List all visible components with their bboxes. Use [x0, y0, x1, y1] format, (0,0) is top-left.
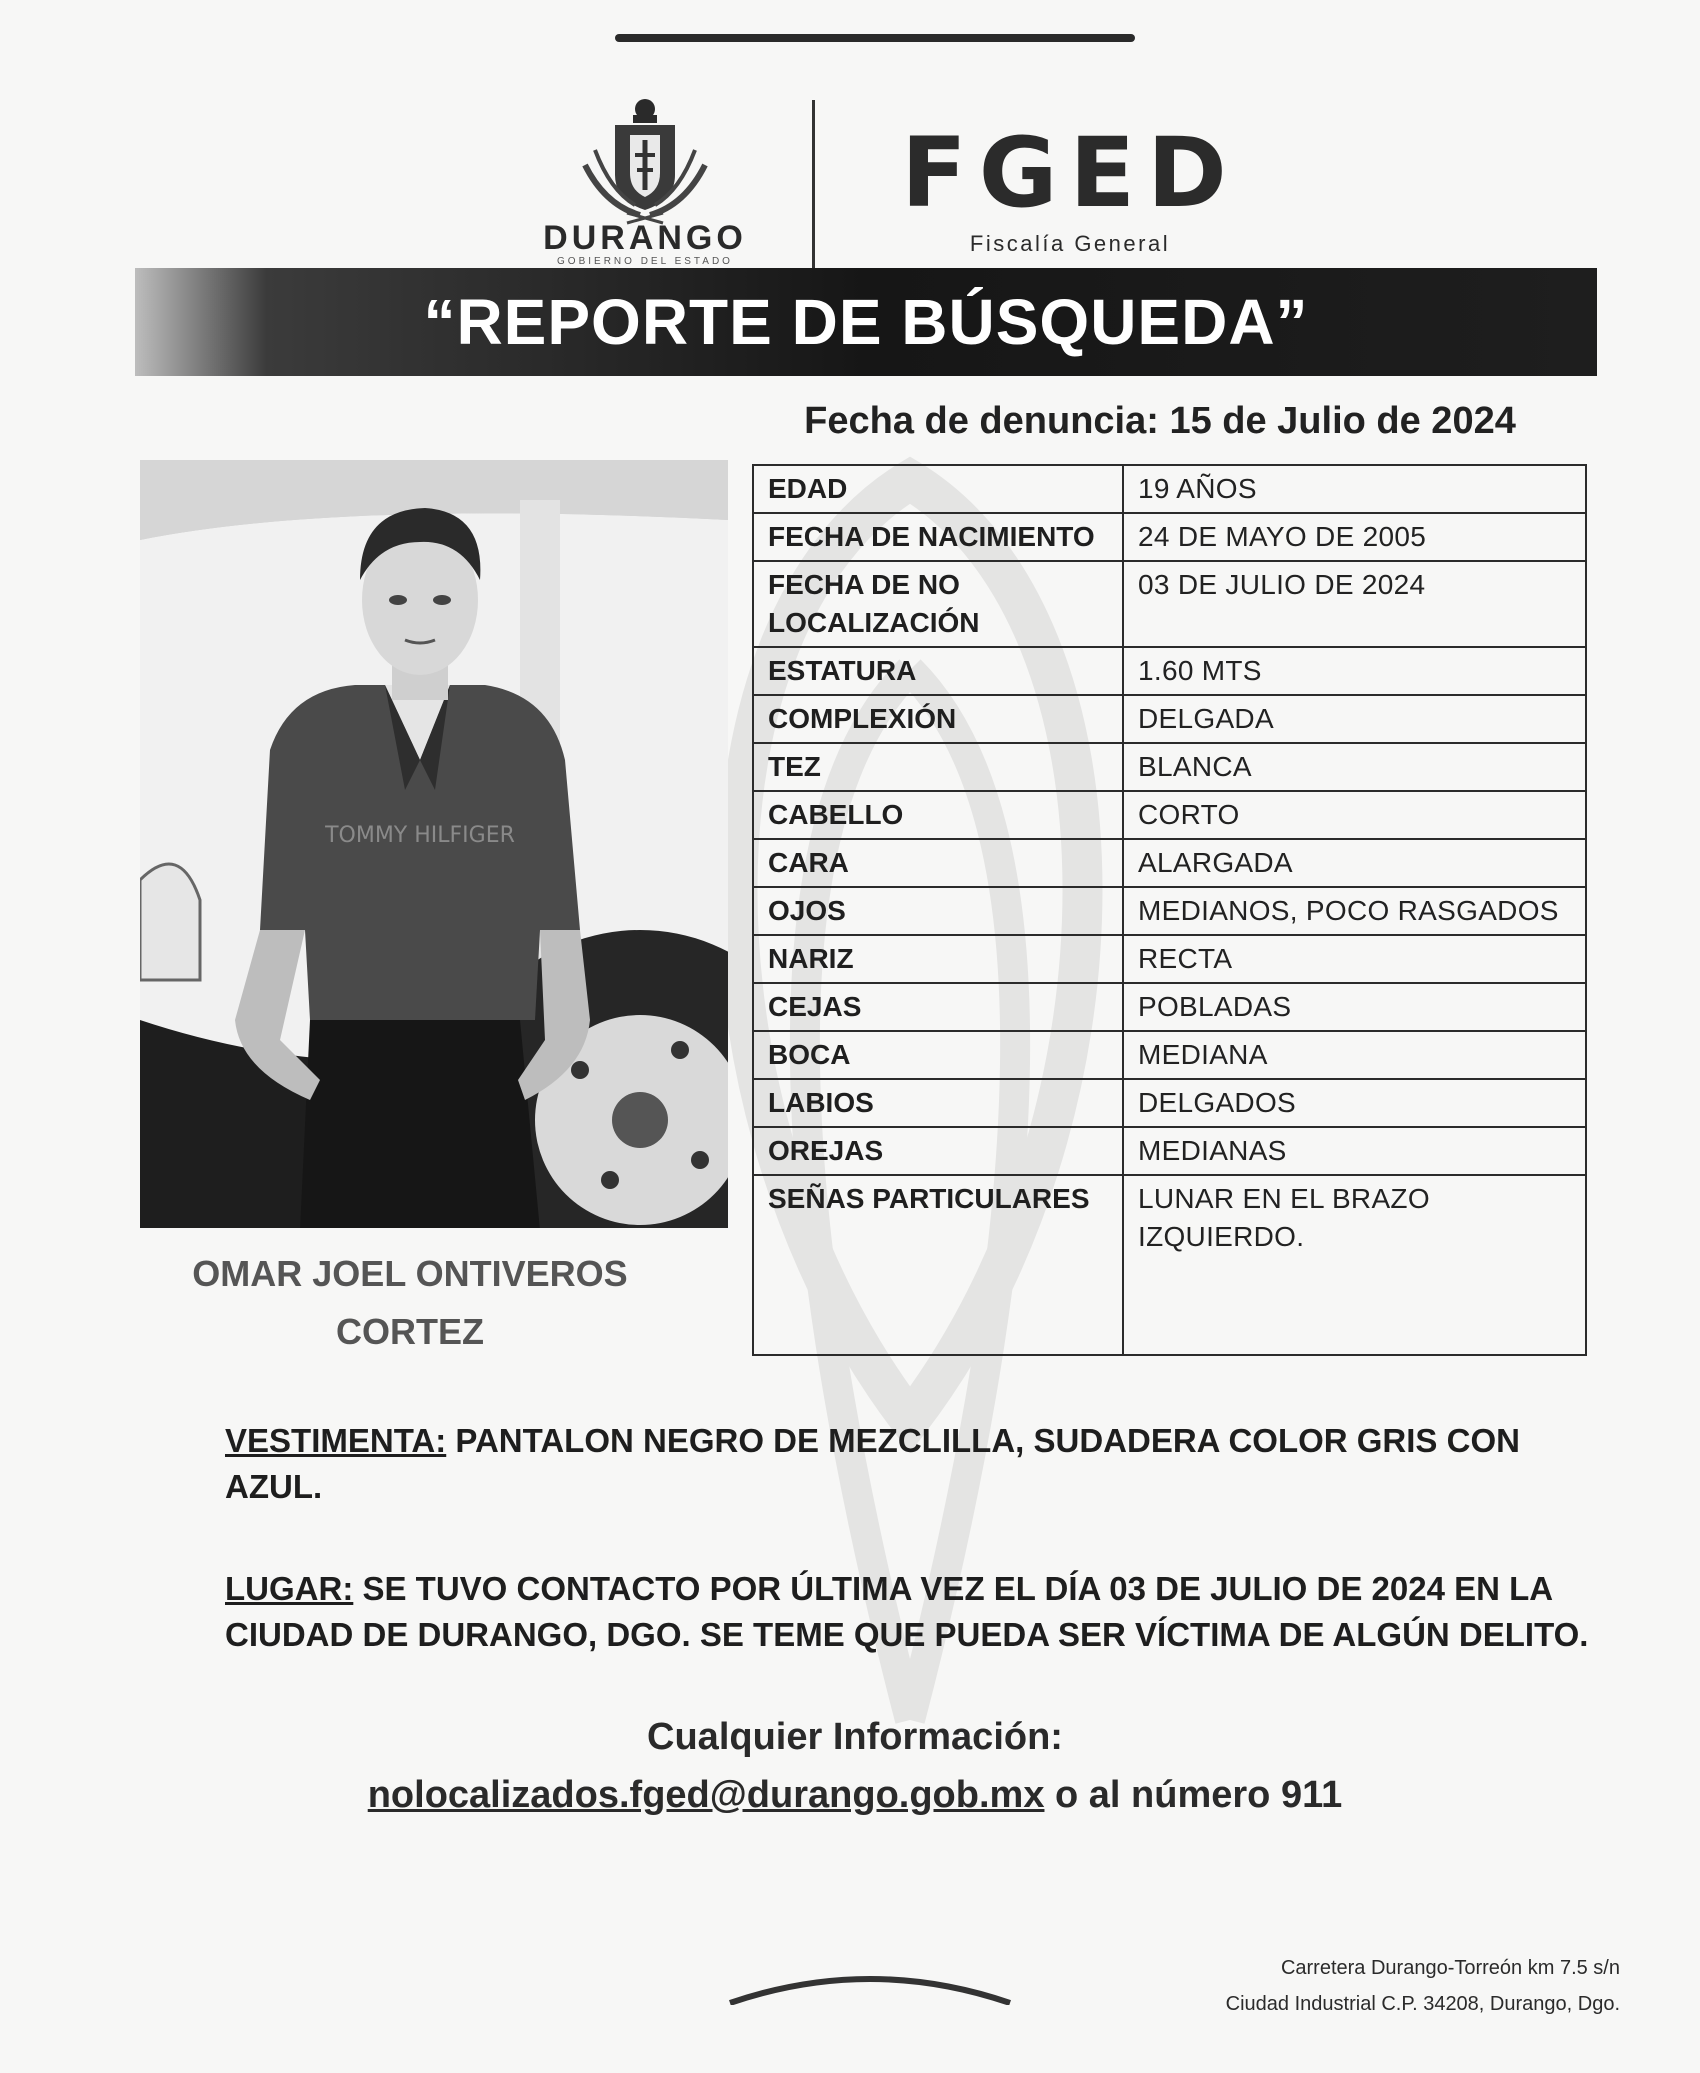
table-row [753, 935, 1586, 983]
table-row [753, 1127, 1586, 1175]
row-label: ESTATURA [753, 647, 1123, 695]
table-row [753, 513, 1586, 561]
row-value: LUNAR EN EL BRAZO IZQUIERDO. [1123, 1175, 1586, 1355]
row-value: MEDIANOS, POCO RASGADOS [1123, 887, 1586, 935]
row-label: OREJAS [753, 1127, 1123, 1175]
contact-phone-text: o al número 911 [1055, 1774, 1343, 1816]
shirt-print-text: TOMMY HILFIGER [325, 823, 515, 848]
row-label: COMPLEXIÓN [753, 695, 1123, 743]
table-row [753, 1031, 1586, 1079]
name-line-2: CORTEZ [336, 1311, 484, 1352]
table-row [753, 791, 1586, 839]
banner-title: “REPORTE DE BÚSQUEDA” [423, 286, 1309, 358]
name-line-1: OMAR JOEL ONTIVEROS [192, 1253, 628, 1294]
row-value: 19 AÑOS [1123, 465, 1586, 513]
table-row [753, 1079, 1586, 1127]
table-row [753, 887, 1586, 935]
location-text: SE TUVO CONTACTO POR ÚLTIMA VEZ EL DÍA 03 DE JULIO DE 2024 EN LA CIUDAD DE DURANGO, DGO. SE TEME QUE PUEDA SER VÍCTIMA DE ALGÚN DELITO. [225, 1570, 1589, 1653]
row-label: TEZ [753, 743, 1123, 791]
durango-subtitle: GOBIERNO DEL ESTADO [557, 256, 733, 267]
contact-heading: Cualquier Información: [647, 1716, 1063, 1758]
row-value: DELGADOS [1123, 1079, 1586, 1127]
missing-person-name [140, 1245, 680, 1361]
clothing-text: PANTALON NEGRO DE MEZCLILLA, SUDADERA COLOR GRIS CON AZUL. [225, 1422, 1520, 1505]
footer-address [1040, 1950, 1620, 2022]
contact-email-link[interactable]: nolocalizados.fged@durango.gob.mx [367, 1774, 1045, 1816]
address-line-2: Ciudad Industrial C.P. 34208, Durango, Dgo. [1225, 1993, 1620, 2015]
row-label: FECHA DE NACIMIENTO [753, 513, 1123, 561]
table-row [753, 465, 1586, 513]
row-label: CARA [753, 839, 1123, 887]
row-label: OJOS [753, 887, 1123, 935]
row-value: MEDIANA [1123, 1031, 1586, 1079]
title-banner [135, 268, 1597, 376]
table-row [753, 839, 1586, 887]
row-label: SEÑAS PARTICULARES [753, 1175, 1123, 1355]
row-label: CEJAS [753, 983, 1123, 1031]
table-row [753, 743, 1586, 791]
durango-wordmark: DURANGO [543, 219, 747, 257]
contact-info [330, 1708, 1380, 1824]
fged-line-1: Fiscalía General [969, 231, 1171, 256]
row-value: ALARGADA [1123, 839, 1586, 887]
row-value: MEDIANAS [1123, 1127, 1586, 1175]
row-label: BOCA [753, 1031, 1123, 1079]
clothing-label: VESTIMENTA: [225, 1422, 447, 1459]
table-row [753, 983, 1586, 1031]
clothing-paragraph [225, 1418, 1595, 1510]
location-label: LUGAR: [225, 1570, 354, 1607]
row-label: LABIOS [753, 1079, 1123, 1127]
table-row [753, 561, 1586, 647]
row-value: 03 DE JULIO DE 2024 [1123, 561, 1586, 647]
row-label: EDAD [753, 465, 1123, 513]
table-row [753, 647, 1586, 695]
row-value: RECTA [1123, 935, 1586, 983]
fged-acronym: FGED [901, 117, 1239, 229]
location-paragraph [225, 1566, 1595, 1658]
footer-emblem-arc [720, 1965, 1020, 2005]
durango-logo [475, 95, 815, 275]
report-date: Fecha de denuncia: 15 de Julio de 2024 [804, 400, 1516, 442]
person-photo [140, 460, 728, 1228]
row-value: POBLADAS [1123, 983, 1586, 1031]
row-value: 1.60 MTS [1123, 647, 1586, 695]
logo-divider [812, 100, 815, 270]
row-label: CABELLO [753, 791, 1123, 839]
row-value: DELGADA [1123, 695, 1586, 743]
description-table [752, 464, 1587, 1356]
row-label: NARIZ [753, 935, 1123, 983]
row-value: 24 DE MAYO DE 2005 [1123, 513, 1586, 561]
durango-shield-icon [575, 95, 715, 225]
row-label: FECHA DE NO LOCALIZACIÓN [753, 561, 1123, 647]
address-line-1: Carretera Durango-Torreón km 7.5 s/n [1280, 1957, 1620, 1979]
table-row [753, 695, 1586, 743]
row-value: CORTO [1123, 791, 1586, 839]
row-value: BLANCA [1123, 743, 1586, 791]
table-row [753, 1175, 1586, 1355]
top-rule [615, 34, 1135, 42]
